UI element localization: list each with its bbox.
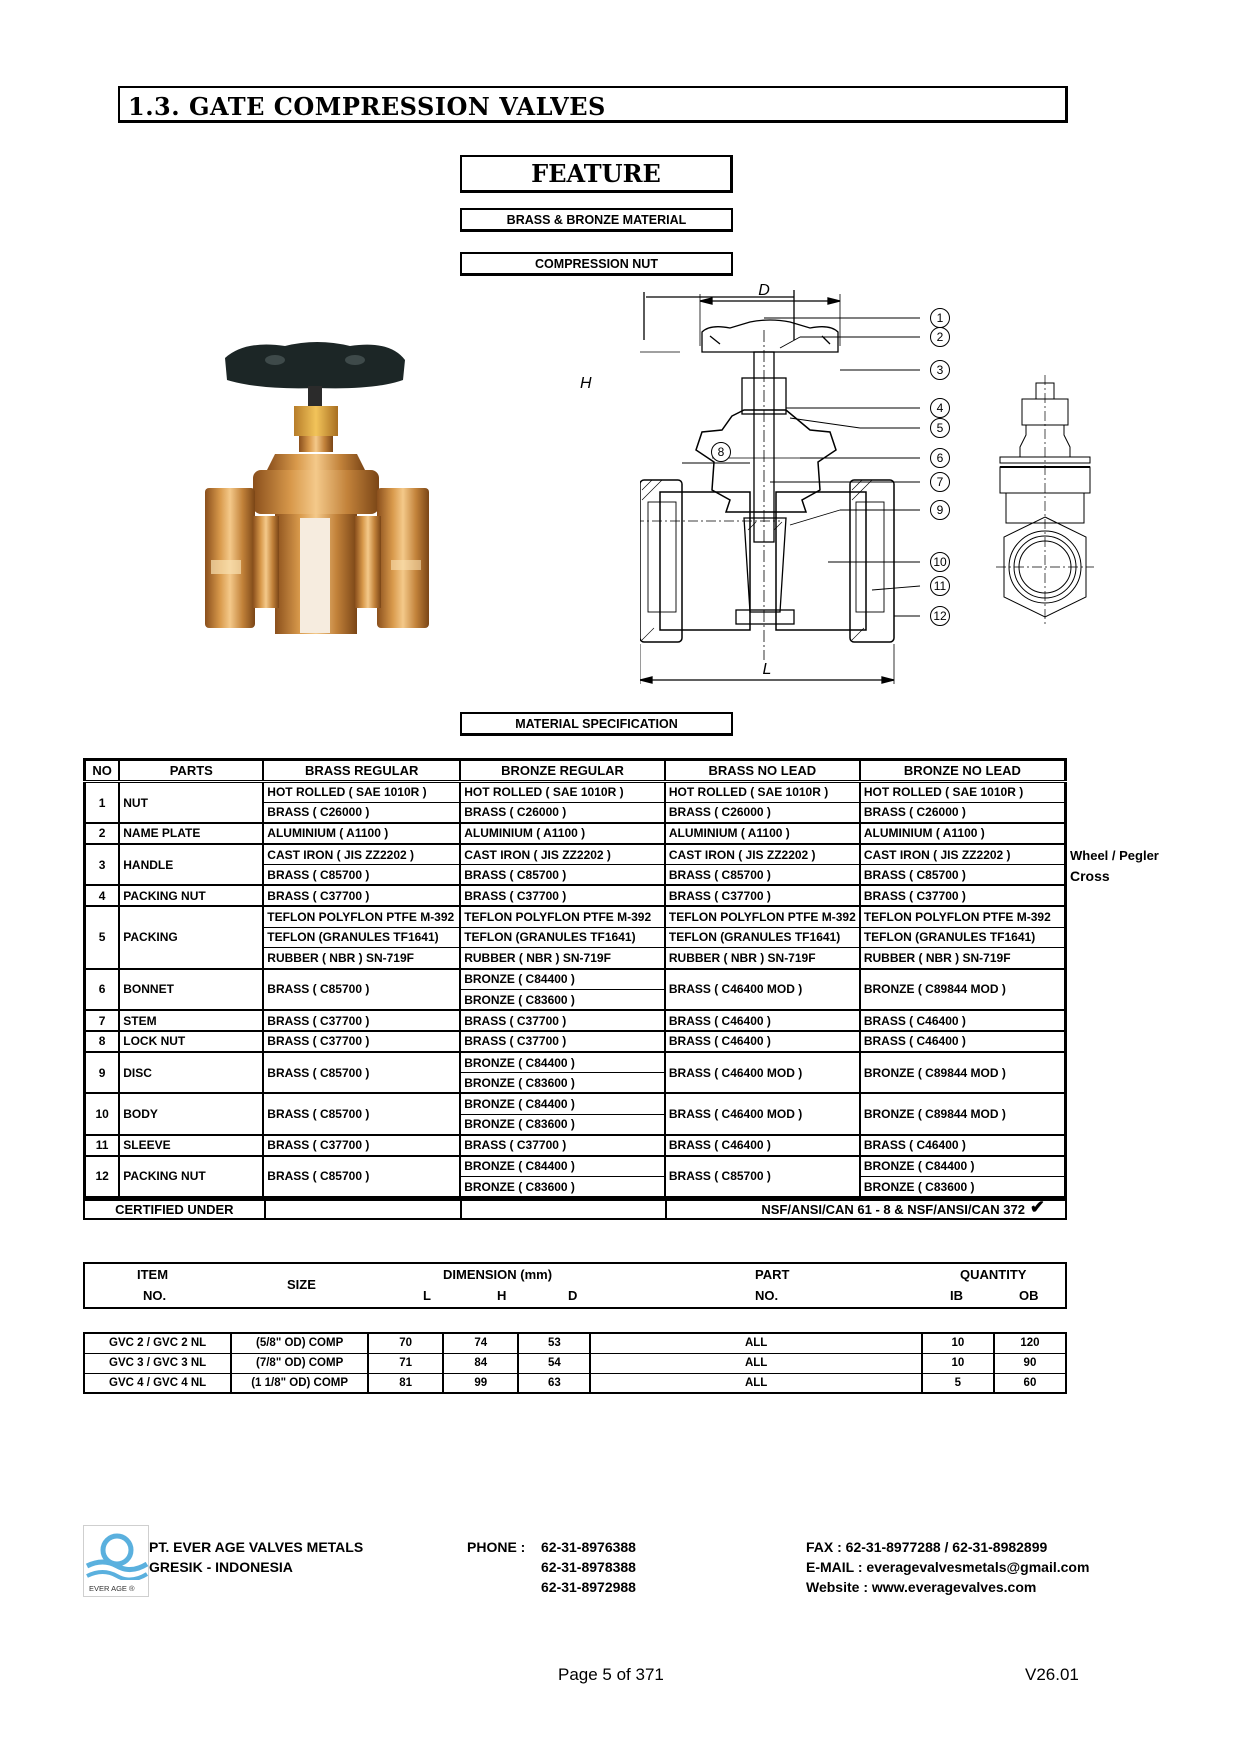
hdr-part-no: NO. (755, 1288, 779, 1303)
material-cell-brass-regular: BRASS ( C37700 ) (263, 1135, 460, 1156)
table-row (85, 1135, 1066, 1156)
col-header-bronze-no-lead: BRONZE NO LEAD (860, 760, 1066, 782)
part-no: 11 (85, 1135, 120, 1156)
material-cell-bronze-no-lead: BRONZE ( C83600 ) (860, 1177, 1066, 1198)
part-name: PACKING NUT (119, 885, 263, 906)
material-cell-brass-no-lead: BRASS ( C85700 ) (665, 865, 860, 886)
callout-3: 3 (930, 360, 950, 380)
material-cell-bronze-no-lead: TEFLON POLYFLON PTFE M-392 (860, 906, 1066, 927)
material-cell-brass-regular: TEFLON POLYFLON PTFE M-392 (263, 906, 460, 927)
callout-7: 7 (930, 472, 950, 492)
material-cell-bronze-regular: BRASS ( C85700 ) (460, 865, 665, 886)
material-cell-bronze-regular: BRASS ( C37700 ) (460, 1010, 665, 1031)
valve-photo (205, 338, 430, 648)
hdr-quantity: QUANTITY (960, 1267, 1027, 1282)
callout-4: 4 (930, 398, 950, 418)
callout-1: 1 (930, 308, 950, 328)
dimension-cell-ob: 90 (994, 1353, 1066, 1373)
part-no: 10 (85, 1093, 120, 1135)
logo-text: EVER AGE ® (89, 1584, 135, 1593)
certified-bronze-regular (461, 1200, 665, 1219)
page-number: Page 5 of 371 (558, 1665, 664, 1684)
material-cell-bronze-no-lead: BRASS ( C46400 ) (860, 1010, 1066, 1031)
material-cell-bronze-no-lead: BRONZE ( C84400 ) (860, 1156, 1066, 1177)
fax: FAX : 62-31-8977288 / 62-31-8982899 (806, 1539, 1048, 1555)
phone-1: 62-31-8976388 (541, 1539, 636, 1555)
material-cell-bronze-regular: BRASS ( C37700 ) (460, 885, 665, 906)
dimension-row (84, 1333, 1066, 1353)
material-cell-bronze-regular: CAST IRON ( JIS ZZ2202 ) (460, 844, 665, 865)
material-cell-bronze-regular: BRONZE ( C83600 ) (460, 1114, 665, 1135)
dimension-cell-d: 63 (518, 1373, 590, 1393)
material-cell-brass-regular: BRASS ( C26000 ) (263, 802, 460, 823)
material-cell-bronze-no-lead: HOT ROLLED ( SAE 1010R ) (860, 782, 1066, 803)
feature-item-compression-nut: COMPRESSION NUT (460, 252, 733, 276)
certified-row (83, 1199, 1067, 1220)
material-cell-brass-regular: BRASS ( C85700 ) (263, 1093, 460, 1135)
part-no: 4 (85, 885, 120, 906)
material-cell-bronze-regular: BRONZE ( C83600 ) (460, 1073, 665, 1094)
material-cell-bronze-no-lead: BRASS ( C46400 ) (860, 1135, 1066, 1156)
dim-label-d: D (758, 282, 770, 299)
material-cell-brass-no-lead: HOT ROLLED ( SAE 1010R ) (665, 782, 860, 803)
feature-title-box (460, 155, 733, 193)
dimension-cell-ob: 60 (994, 1373, 1066, 1393)
material-cell-bronze-regular: BRONZE ( C84400 ) (460, 1093, 665, 1114)
feature-title: FEATURE (531, 159, 661, 188)
part-name: SLEEVE (119, 1135, 263, 1156)
part-name: PACKING (119, 906, 263, 968)
material-cell-brass-no-lead: BRASS ( C46400 MOD ) (665, 969, 860, 1011)
material-cell-brass-regular: BRASS ( C37700 ) (263, 1031, 460, 1052)
dimension-cell-d: 53 (518, 1333, 590, 1353)
dimension-row (84, 1373, 1066, 1393)
document-version: V26.01 (1025, 1665, 1079, 1684)
table-row (85, 1031, 1066, 1052)
part-no: 3 (85, 844, 120, 886)
part-name: BODY (119, 1093, 263, 1135)
hdr-item-no: NO. (143, 1288, 167, 1303)
part-name: NAME PLATE (119, 823, 263, 844)
dimension-row (84, 1353, 1066, 1373)
table-row (85, 1052, 1066, 1073)
hdr-item: ITEM (137, 1267, 169, 1282)
website-link[interactable]: Website : www.everagevalves.com (806, 1579, 1037, 1595)
callout-2: 2 (930, 327, 950, 347)
hdr-h: H (497, 1288, 507, 1303)
table-row (85, 906, 1066, 927)
callout-11: 11 (930, 576, 950, 596)
part-no: 5 (85, 906, 120, 968)
material-cell-bronze-no-lead: RUBBER ( NBR ) SN-719F (860, 948, 1066, 969)
dimension-cell-ib: 5 (922, 1373, 994, 1393)
part-name: STEM (119, 1010, 263, 1031)
dimension-cell-d: 54 (518, 1353, 590, 1373)
dimension-cell-h: 99 (443, 1373, 518, 1393)
ever-age-logo (83, 1525, 149, 1597)
callout-8: 8 (711, 442, 731, 462)
material-cell-bronze-regular: TEFLON (GRANULES TF1641) (460, 927, 665, 948)
hdr-ob: OB (1019, 1288, 1039, 1303)
material-cell-brass-no-lead: BRASS ( C37700 ) (665, 885, 860, 906)
dim-label-l: L (762, 661, 772, 678)
material-cell-brass-no-lead: ALUMINIUM ( A1100 ) (665, 823, 860, 844)
dimension-table-header (83, 1262, 1067, 1309)
part-name: PACKING NUT (119, 1156, 263, 1198)
hdr-part: PART (755, 1267, 790, 1282)
material-cell-brass-regular: BRASS ( C85700 ) (263, 1052, 460, 1094)
material-cell-brass-no-lead: BRASS ( C46400 MOD ) (665, 1052, 860, 1094)
callout-12: 12 (930, 606, 950, 626)
hdr-size: SIZE (287, 1277, 316, 1292)
side-note-cross: Cross (1070, 868, 1110, 884)
material-cell-brass-regular: BRASS ( C85700 ) (263, 1156, 460, 1198)
material-cell-brass-no-lead: CAST IRON ( JIS ZZ2202 ) (665, 844, 860, 865)
col-header-parts: PARTS (119, 760, 263, 782)
material-spec-table (83, 758, 1067, 1199)
part-name: HANDLE (119, 844, 263, 886)
phone-2: 62-31-8978388 (541, 1559, 636, 1575)
hdr-dimension: DIMENSION (mm) (443, 1267, 553, 1282)
company-location: GRESIK - INDONESIA (149, 1559, 293, 1575)
callout-9: 9 (930, 500, 950, 520)
material-cell-bronze-regular: BRASS ( C37700 ) (460, 1135, 665, 1156)
material-cell-brass-regular: BRASS ( C37700 ) (263, 885, 460, 906)
table-row (85, 969, 1066, 990)
col-header-brass-no-lead: BRASS NO LEAD (665, 760, 860, 782)
dimension-cell-item: GVC 3 / GVC 3 NL (84, 1353, 231, 1373)
material-cell-bronze-regular: BRONZE ( C84400 ) (460, 1052, 665, 1073)
certified-brass-regular (265, 1200, 461, 1219)
material-cell-bronze-no-lead: CAST IRON ( JIS ZZ2202 ) (860, 844, 1066, 865)
dimension-cell-item: GVC 4 / GVC 4 NL (84, 1373, 231, 1393)
col-header-no: NO (85, 760, 120, 782)
material-cell-brass-no-lead: RUBBER ( NBR ) SN-719F (665, 948, 860, 969)
dimension-cell-l: 70 (368, 1333, 443, 1353)
section-title-box (118, 86, 1068, 123)
material-cell-brass-no-lead: BRASS ( C46400 ) (665, 1010, 860, 1031)
phone-label: PHONE : (467, 1539, 526, 1555)
callout-6: 6 (930, 448, 950, 468)
material-cell-bronze-regular: BRASS ( C26000 ) (460, 802, 665, 823)
material-cell-bronze-regular: BRONZE ( C84400 ) (460, 1156, 665, 1177)
valve-section-drawing (580, 280, 970, 690)
valve-side-view-drawing (980, 375, 1110, 625)
table-row (85, 1010, 1066, 1031)
part-no: 6 (85, 969, 120, 1011)
material-cell-bronze-regular: BRONZE ( C83600 ) (460, 1177, 665, 1198)
material-cell-brass-regular: TEFLON (GRANULES TF1641) (263, 927, 460, 948)
material-cell-brass-regular: RUBBER ( NBR ) SN-719F (263, 948, 460, 969)
material-cell-bronze-no-lead: BRONZE ( C89844 MOD ) (860, 969, 1066, 1011)
material-cell-brass-no-lead: BRASS ( C46400 MOD ) (665, 1093, 860, 1135)
hdr-ib: IB (950, 1288, 963, 1303)
material-spec-title: MATERIAL SPECIFICATION (460, 712, 733, 736)
table-row (85, 885, 1066, 906)
part-name: NUT (119, 782, 263, 824)
part-no: 9 (85, 1052, 120, 1094)
material-cell-bronze-regular: BRONZE ( C83600 ) (460, 989, 665, 1010)
part-no: 8 (85, 1031, 120, 1052)
material-cell-brass-regular: BRASS ( C85700 ) (263, 865, 460, 886)
material-cell-bronze-no-lead: BRONZE ( C89844 MOD ) (860, 1093, 1066, 1135)
table-header-row (85, 760, 1066, 782)
certified-standard: NSF/ANSI/CAN 61 - 8 & NSF/ANSI/CAN 372 (761, 1202, 1025, 1217)
hdr-d: D (568, 1288, 578, 1303)
part-no: 2 (85, 823, 120, 844)
dimension-cell-size: (1 1/8" OD) COMP (231, 1373, 368, 1393)
material-cell-bronze-regular: BRASS ( C37700 ) (460, 1031, 665, 1052)
material-cell-bronze-regular: HOT ROLLED ( SAE 1010R ) (460, 782, 665, 803)
dimension-cell-size: (7/8" OD) COMP (231, 1353, 368, 1373)
material-cell-bronze-no-lead: BRASS ( C26000 ) (860, 802, 1066, 823)
material-cell-brass-no-lead: BRASS ( C85700 ) (665, 1156, 860, 1198)
material-cell-brass-no-lead: BRASS ( C26000 ) (665, 802, 860, 823)
material-cell-bronze-no-lead: BRASS ( C46400 ) (860, 1031, 1066, 1052)
material-cell-bronze-no-lead: BRASS ( C85700 ) (860, 865, 1066, 886)
material-cell-brass-regular: CAST IRON ( JIS ZZ2202 ) (263, 844, 460, 865)
dimension-cell-ob: 120 (994, 1333, 1066, 1353)
certified-label: CERTIFIED UNDER (84, 1200, 265, 1219)
dim-label-h: H (580, 375, 592, 392)
material-cell-bronze-regular: ALUMINIUM ( A1100 ) (460, 823, 665, 844)
side-note-wheel-pegler: Wheel / Pegler (1070, 848, 1159, 863)
material-cell-bronze-no-lead: BRONZE ( C89844 MOD ) (860, 1052, 1066, 1094)
dimension-cell-ib: 10 (922, 1353, 994, 1373)
table-row (85, 844, 1066, 865)
dimension-cell-h: 74 (443, 1333, 518, 1353)
part-no: 12 (85, 1156, 120, 1198)
company-name: PT. EVER AGE VALVES METALS (149, 1539, 364, 1555)
dimension-cell-ib: 10 (922, 1333, 994, 1353)
table-row (85, 1156, 1066, 1177)
material-cell-bronze-regular: RUBBER ( NBR ) SN-719F (460, 948, 665, 969)
part-no: 7 (85, 1010, 120, 1031)
material-cell-brass-regular: HOT ROLLED ( SAE 1010R ) (263, 782, 460, 803)
material-cell-brass-no-lead: TEFLON POLYFLON PTFE M-392 (665, 906, 860, 927)
table-row (85, 823, 1066, 844)
material-cell-brass-regular: BRASS ( C37700 ) (263, 1010, 460, 1031)
dimension-cell-part: ALL (590, 1333, 921, 1353)
dimension-cell-l: 81 (368, 1373, 443, 1393)
material-cell-brass-regular: ALUMINIUM ( A1100 ) (263, 823, 460, 844)
material-cell-brass-no-lead: BRASS ( C46400 ) (665, 1135, 860, 1156)
part-name: LOCK NUT (119, 1031, 263, 1052)
phone-3: 62-31-8972988 (541, 1579, 636, 1595)
part-name: BONNET (119, 969, 263, 1011)
callout-5: 5 (930, 418, 950, 438)
material-cell-brass-regular: BRASS ( C85700 ) (263, 969, 460, 1011)
col-header-bronze-regular: BRONZE REGULAR (460, 760, 665, 782)
dimension-cell-size: (5/8" OD) COMP (231, 1333, 368, 1353)
material-cell-bronze-regular: TEFLON POLYFLON PTFE M-392 (460, 906, 665, 927)
material-cell-brass-no-lead: BRASS ( C46400 ) (665, 1031, 860, 1052)
part-name: DISC (119, 1052, 263, 1094)
feature-item-material: BRASS & BRONZE MATERIAL (460, 208, 733, 232)
part-no: 1 (85, 782, 120, 824)
hdr-l: L (423, 1288, 431, 1303)
material-cell-bronze-no-lead: ALUMINIUM ( A1100 ) (860, 823, 1066, 844)
dimension-cell-l: 71 (368, 1353, 443, 1373)
certified-no-lead (666, 1197, 1066, 1219)
material-cell-bronze-no-lead: BRASS ( C37700 ) (860, 885, 1066, 906)
material-cell-bronze-regular: BRONZE ( C84400 ) (460, 969, 665, 990)
section-title: 1.3. GATE COMPRESSION VALVES (128, 92, 606, 121)
email-link[interactable]: E-MAIL : everagevalvesmetals@gmail.com (806, 1559, 1090, 1575)
table-row (85, 782, 1066, 803)
dimension-cell-part: ALL (590, 1373, 921, 1393)
callout-10: 10 (930, 552, 950, 572)
check-icon: ✔ (1029, 1197, 1045, 1217)
material-cell-brass-no-lead: TEFLON (GRANULES TF1641) (665, 927, 860, 948)
dimension-table (83, 1332, 1067, 1394)
material-cell-bronze-no-lead: TEFLON (GRANULES TF1641) (860, 927, 1066, 948)
col-header-brass-regular: BRASS REGULAR (263, 760, 460, 782)
table-row (85, 1093, 1066, 1114)
dimension-cell-h: 84 (443, 1353, 518, 1373)
dimension-cell-item: GVC 2 / GVC 2 NL (84, 1333, 231, 1353)
dimension-cell-part: ALL (590, 1353, 921, 1373)
